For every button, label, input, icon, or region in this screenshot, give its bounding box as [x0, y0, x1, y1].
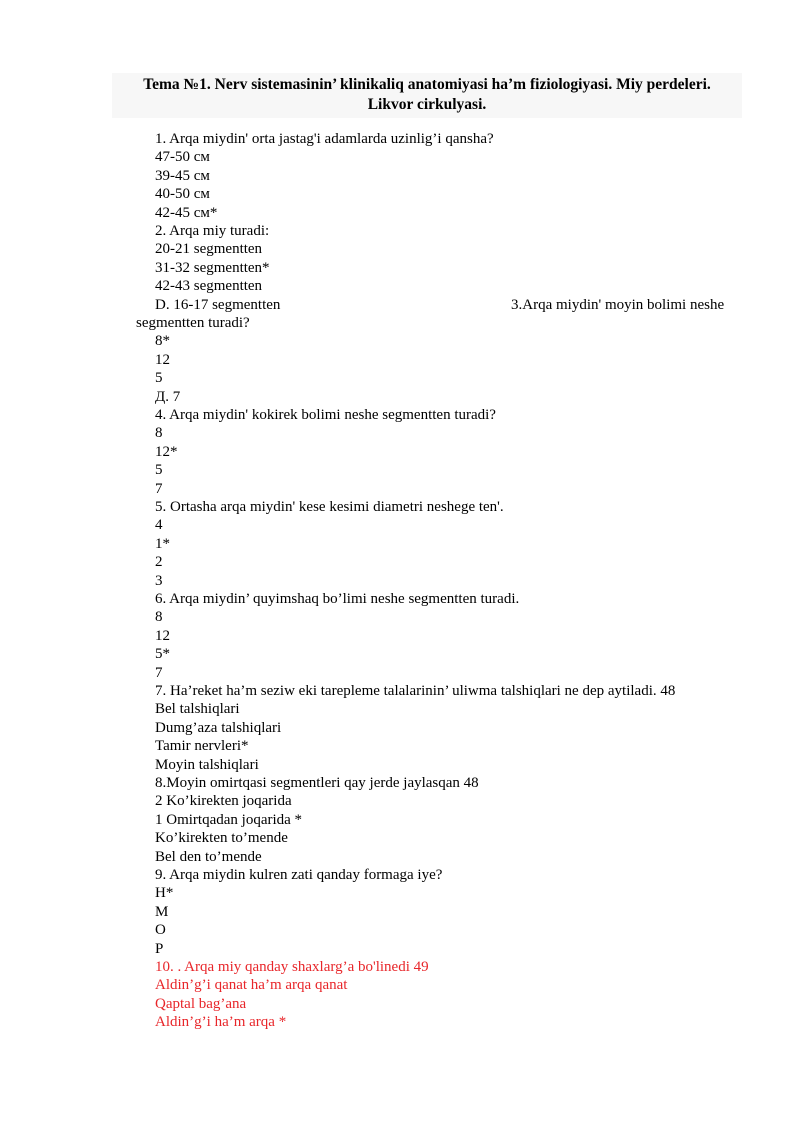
answer-option: 12 — [155, 351, 170, 368]
answer-option: 12 — [155, 627, 170, 644]
title-line-2: Likvor cirkulyasi. — [367, 96, 487, 113]
answer-option: 1* — [155, 535, 170, 552]
answer-option: Bel talshiqlari — [155, 701, 240, 718]
answer-option: P — [155, 940, 164, 957]
question-5: 5. Ortasha arqa miydin' kese kesimi diametri neshege ten'. — [155, 499, 504, 515]
answer-option: 42-45 см* — [155, 204, 218, 221]
answer-option: 1 Omirtqadan joqarida * — [155, 811, 303, 828]
answer-option: 4 — [155, 517, 163, 534]
question-1: 1. Arqa miydin' orta jastag'i adamlarda uzinlig’i qansha? — [155, 131, 494, 147]
answer-option: 47-50 см — [155, 149, 210, 166]
answer-option: 2 — [155, 554, 163, 571]
answer-option: 39-45 см — [155, 167, 210, 184]
answer-option: 20-21 segmentten — [155, 241, 263, 258]
question-9: 9. Arqa miydin kulren zati qanday formaga iye? — [155, 867, 443, 883]
answer-option: O — [155, 922, 166, 939]
answer-option: Tamir nervleri* — [155, 738, 249, 755]
answer-option: 7 — [155, 480, 163, 497]
answer-option: 40-50 см — [155, 186, 210, 203]
answer-option: Dumg’aza talshiqlari — [155, 719, 282, 736]
answer-option: 7 — [155, 664, 163, 681]
question-8: 8.Moyin omirtqasi segmentleri qay jerde jaylasqan 48 — [155, 775, 479, 791]
answer-option: Moyin talshiqlari — [155, 756, 259, 773]
answer-option: 5 — [155, 370, 163, 387]
answer-option: Ko’kirekten to’mende — [155, 830, 288, 847]
answer-option: 12* — [155, 443, 178, 460]
answer-option: 8 — [155, 425, 163, 442]
answer-option: Д. 7 — [155, 388, 181, 405]
question-7: 7. Ha’reket ha’m seziw eki tarepleme talalarinin’ uliwma talshiqlari ne dep aytiladi. 48 — [155, 683, 676, 699]
question-2: 2. Arqa miy turadi: — [155, 223, 270, 239]
question-4: 4. Arqa miydin' kokirek bolimi neshe segmentten turadi? — [155, 407, 496, 423]
page-title — [112, 73, 742, 118]
answer-option: Bel den to’mende — [155, 848, 262, 865]
question-3-continuation: segmentten turadi? — [136, 315, 250, 331]
question-3: 3.Arqa miydin' moyin bolimi neshe — [511, 296, 725, 313]
answer-option: M — [155, 903, 169, 920]
answer-option: 31-32 segmentten* — [155, 259, 270, 276]
question-10: 10. . Arqa miy qanday shaxlarg’a bo'linedi 49 — [155, 959, 429, 975]
answer-option: 5* — [155, 646, 170, 663]
answer-option: 8 — [155, 609, 163, 626]
answer-option: 8* — [155, 333, 170, 350]
answer-option: Qaptal bag’ana — [155, 995, 247, 1012]
question-6: 6. Arqa miydin’ quyimshaq bo’limi neshe segmentten turadi. — [155, 591, 520, 607]
answer-option: 5 — [155, 462, 163, 479]
answer-option: Aldin’g’i ha’m arqa * — [155, 1014, 287, 1031]
answer-option: 2 Ko’kirekten joqarida — [155, 793, 292, 810]
answer-option: D. 16-17 segmentten — [155, 296, 281, 313]
answer-option: 42-43 segmentten — [155, 278, 263, 295]
answer-option: H* — [155, 885, 174, 902]
title-line-1: Tema №1. Nerv sistemasinin’ klinikaliq anatomiyasi ha’m fiziologiyasi. Miy perdeleri. — [143, 76, 711, 93]
answer-option: 3 — [155, 572, 163, 589]
answer-option: Aldin’g’i qanat ha’m arqa qanat — [155, 977, 348, 994]
